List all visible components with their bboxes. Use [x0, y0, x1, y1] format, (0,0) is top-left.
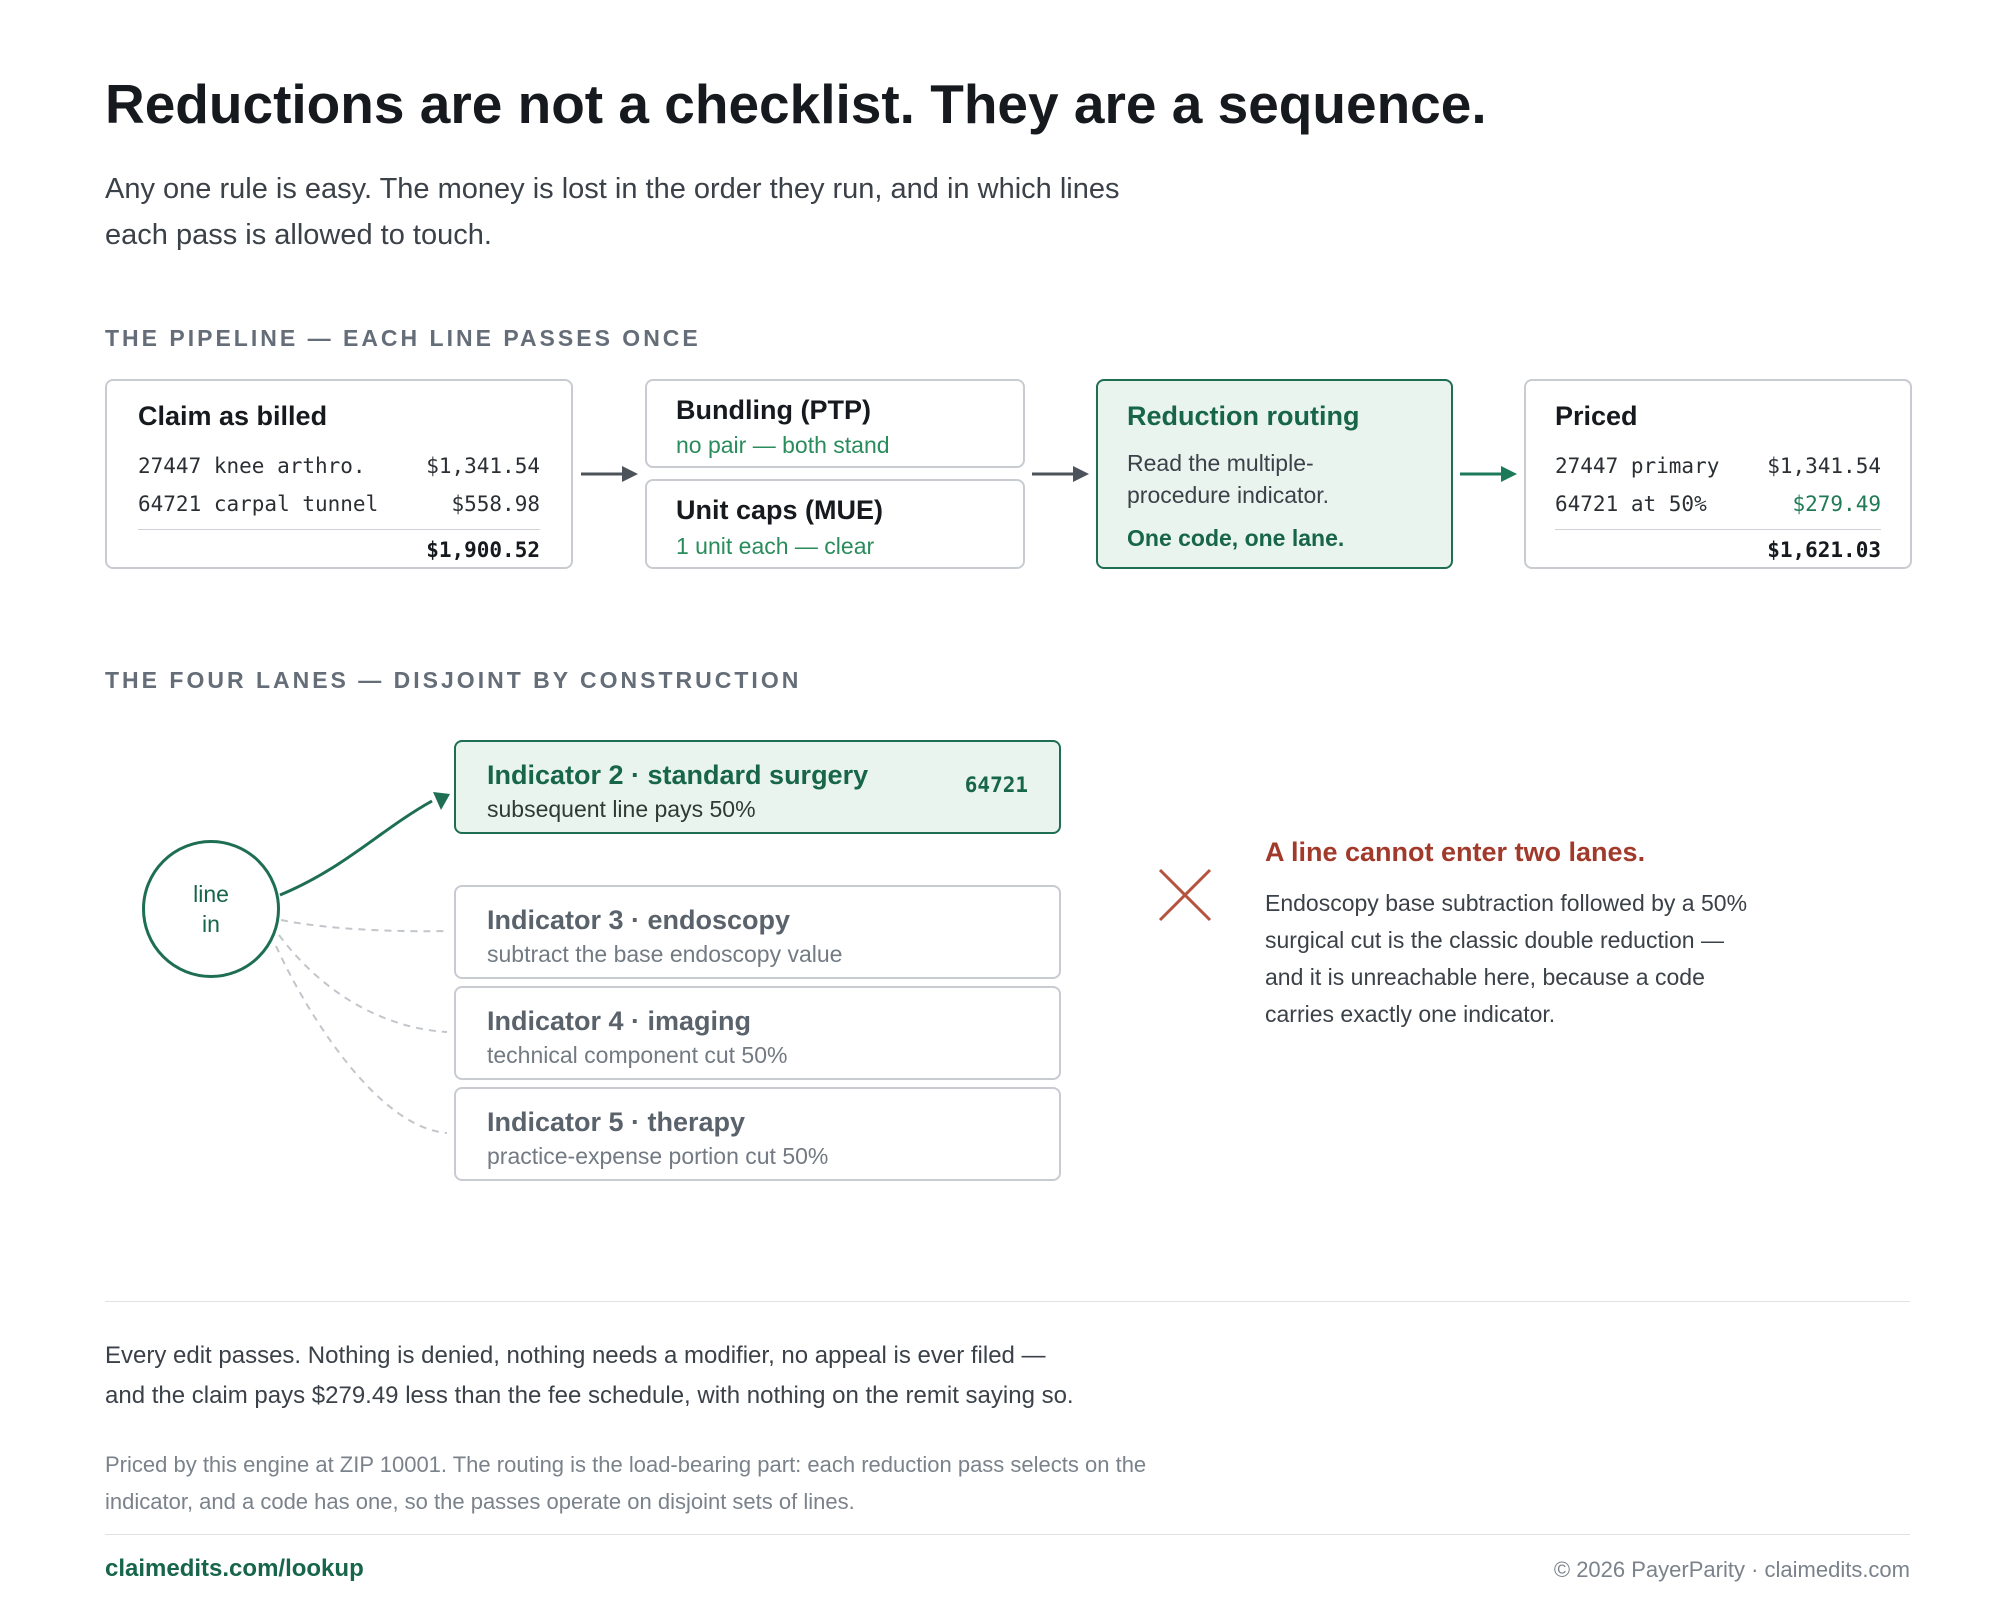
arrow-checks-to-routing: [1032, 466, 1089, 482]
subtitle-line: each pass is allowed to touch.: [105, 219, 492, 251]
lane-title: Indicator 3 · endoscopy: [487, 905, 791, 935]
claim-line-desc: 64721 carpal tunnel: [138, 492, 379, 516]
routing-description-line: Read the multiple-: [1127, 450, 1314, 476]
page-title: Reductions are not a checklist. They are a sequence.: [105, 73, 1487, 135]
lane-connector-inactive: [279, 935, 447, 1032]
footer-summary: [105, 1336, 1305, 1416]
unit-caps-note: 1 unit each — clear: [676, 533, 875, 559]
warning-body-line: and it is unreachable here, because a code: [1265, 964, 1705, 990]
pipeline-section-label: THE PIPELINE — EACH LINE PASSES ONCE: [105, 325, 701, 351]
warning-body-line: Endoscopy base subtraction followed by a 50%: [1265, 890, 1748, 916]
lane-description: subtract the base endoscopy value: [487, 941, 843, 967]
line-in-label: in: [202, 911, 220, 937]
close-icon: [1160, 870, 1210, 920]
copyright-text: © 2026 PayerParity · claimedits.com: [1553, 1557, 1910, 1582]
lane-connector-active: [280, 792, 450, 895]
priced-total: $1,621.03: [1767, 538, 1881, 562]
line-in-label: line: [193, 881, 229, 907]
routing-description-line: procedure indicator.: [1127, 482, 1330, 508]
footer-note: [105, 1446, 1405, 1520]
routing-box-title: Reduction routing: [1127, 401, 1360, 431]
claim-line-amount: $1,341.54: [426, 454, 540, 478]
footer-summary-line: Every edit passes. Nothing is denied, nothing needs a modifier, no appeal is ever filed —: [105, 1342, 1046, 1369]
warning-body-line: carries exactly one indicator.: [1265, 1001, 1556, 1027]
claim-box-title: Claim as billed: [138, 401, 328, 431]
lanes-section-label: THE FOUR LANES — DISJOINT BY CONSTRUCTION: [105, 667, 802, 693]
routing-emphasis: One code, one lane.: [1127, 525, 1345, 551]
unit-caps-box-title: Unit caps (MUE): [676, 495, 884, 525]
lane-description: subsequent line pays 50%: [487, 796, 756, 822]
lane-title: Indicator 5 · therapy: [487, 1107, 746, 1137]
warning-title: A line cannot enter two lanes.: [1265, 837, 1646, 867]
priced-line-amount: $1,341.54: [1767, 454, 1881, 478]
priced-line-amount: $279.49: [1792, 492, 1881, 516]
priced-line-desc: 64721 at 50%: [1555, 492, 1707, 516]
lane-title: Indicator 4 · imaging: [487, 1006, 752, 1036]
claim-total: $1,900.52: [426, 538, 540, 562]
arrow-claim-to-checks: [581, 466, 638, 482]
footer-note-line: Priced by this engine at ZIP 10001. The routing is the load-bearing part: each reduction pass selects on the: [105, 1452, 1147, 1477]
claim-line-desc: 27447 knee arthro.: [138, 454, 366, 478]
footer-divider: [105, 1301, 1910, 1302]
line-in-node: [142, 840, 280, 978]
subtitle-line: Any one rule is easy. The money is lost in the order they run, and in which lines: [105, 173, 1120, 205]
lane-code-badge: 64721: [964, 773, 1028, 797]
lane-indicator-2: [454, 740, 1061, 834]
footer-divider: [105, 1534, 1910, 1535]
claim-line-amount: $558.98: [451, 492, 540, 516]
lane-indicator-3: [454, 885, 1061, 979]
priced-line-desc: 27447 primary: [1555, 454, 1720, 478]
lane-title: Indicator 2 · standard surgery: [487, 760, 869, 790]
lookup-link[interactable]: claimedits.com/lookup: [105, 1555, 364, 1582]
lane-connector-inactive: [276, 946, 447, 1133]
lane-indicator-5: [454, 1087, 1061, 1181]
bundling-box-title: Bundling (PTP): [676, 395, 871, 425]
warning-body-line: surgical cut is the classic double reduction —: [1265, 927, 1724, 953]
warning-body: [1265, 885, 1805, 1033]
bundling-note: no pair — both stand: [676, 432, 890, 458]
footer-summary-line: and the claim pays $279.49 less than the fee schedule, with nothing on the remit saying so.: [105, 1382, 1074, 1409]
lane-indicator-4: [454, 986, 1061, 1080]
footer-note-line: indicator, and a code has one, so the passes operate on disjoint sets of lines.: [105, 1489, 855, 1514]
lane-connector-inactive: [281, 920, 447, 931]
lane-description: technical component cut 50%: [487, 1042, 788, 1068]
arrow-routing-to-priced: [1460, 466, 1517, 482]
lane-description: practice-expense portion cut 50%: [487, 1143, 829, 1169]
priced-box-title: Priced: [1555, 401, 1638, 431]
